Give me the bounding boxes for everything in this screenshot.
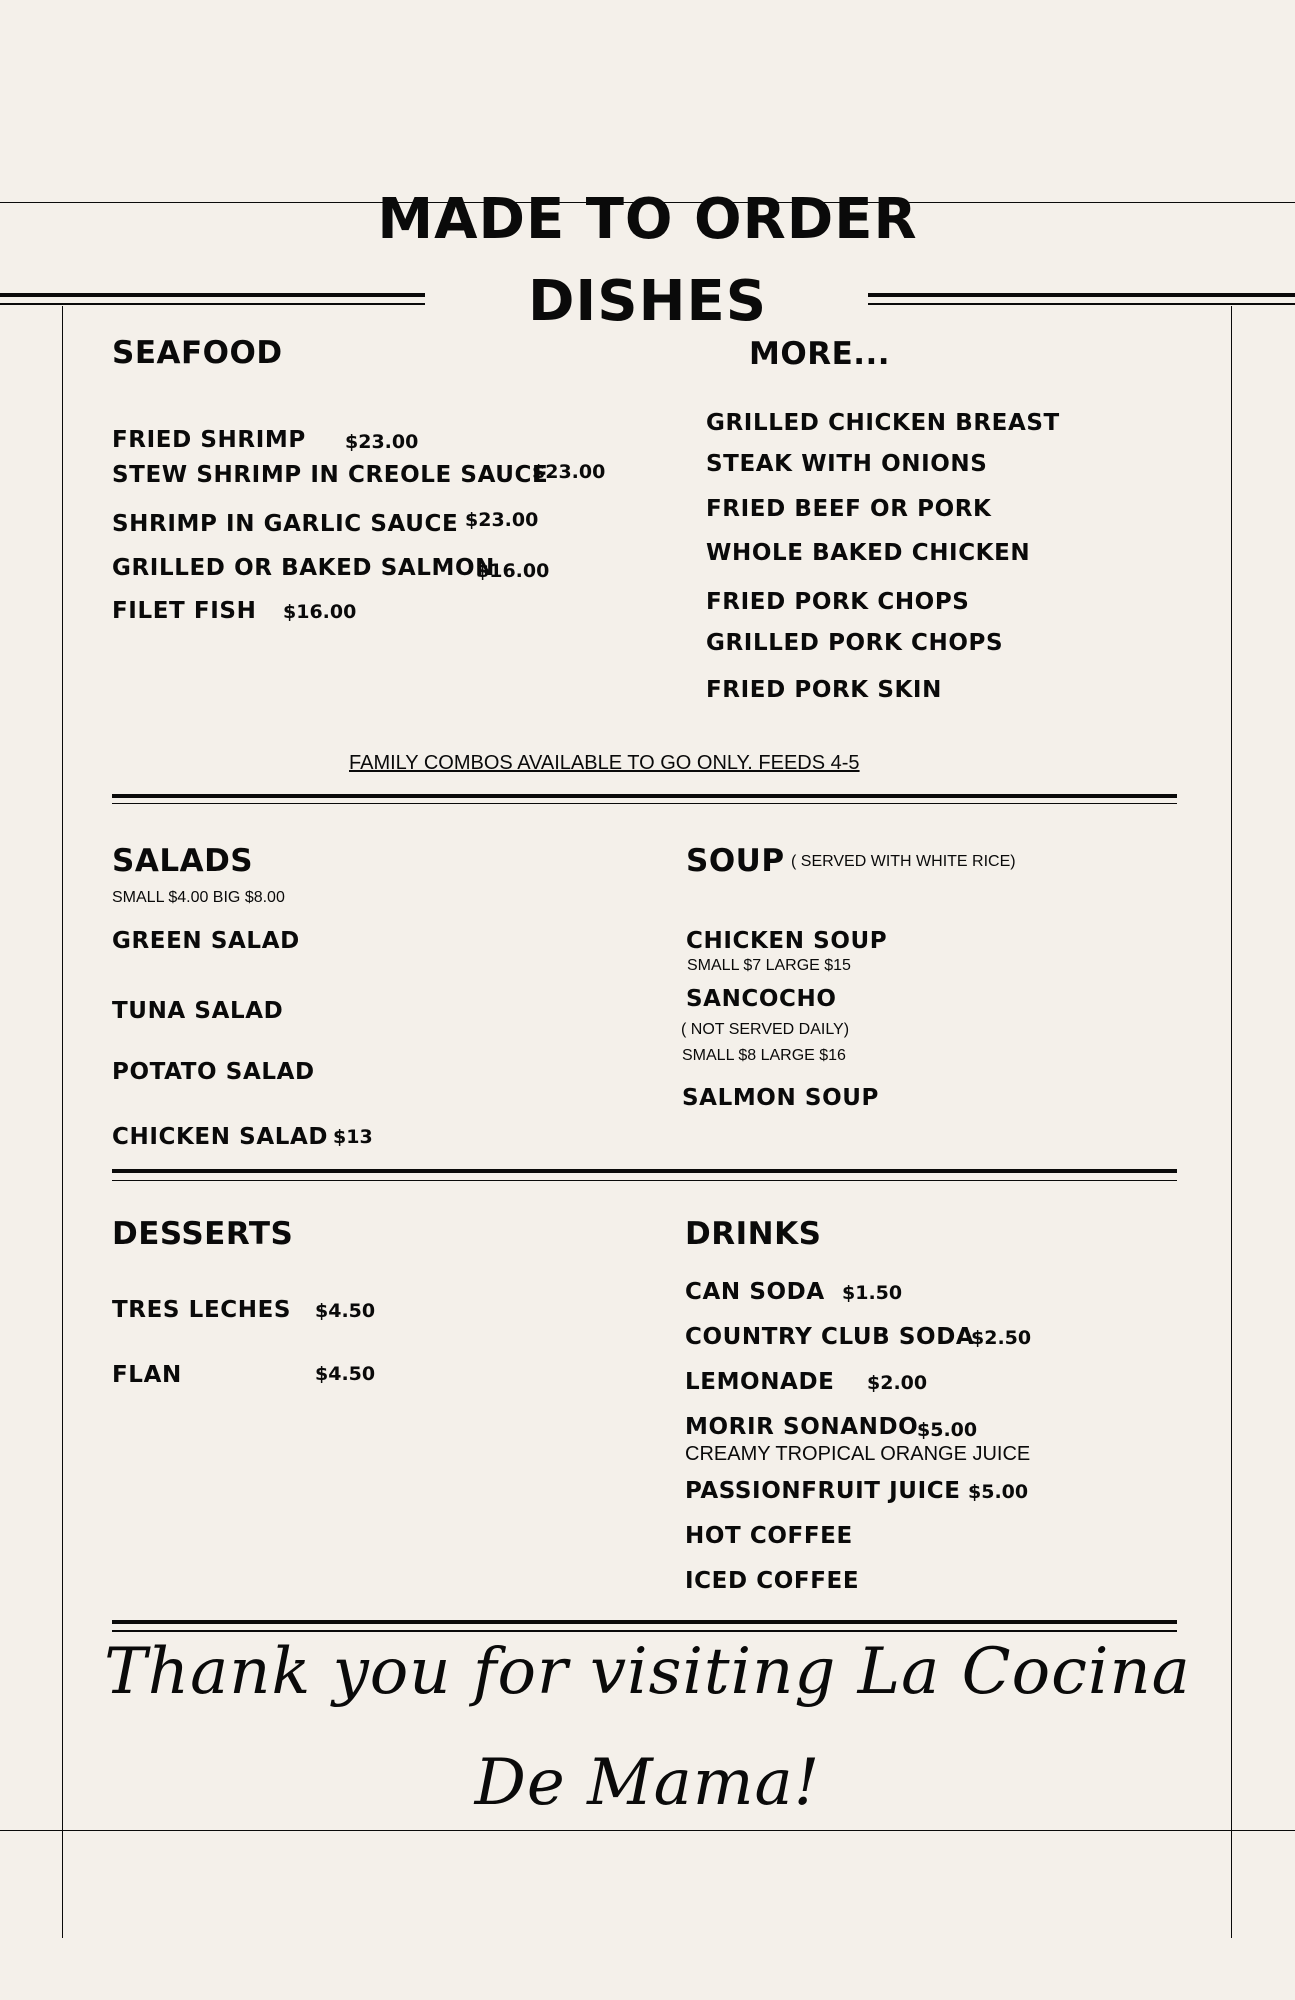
seafood-item-name: FILET FISH — [112, 598, 257, 624]
drink-item-price: $5.00 — [968, 1481, 1029, 1503]
more-item: WHOLE BAKED CHICKEN — [706, 540, 1031, 566]
seafood-item-name: STEW SHRIMP IN CREOLE SAUCE — [112, 462, 549, 488]
section-divider-thin — [112, 1630, 1177, 1632]
more-item: FRIED PORK CHOPS — [706, 589, 970, 615]
drink-item-name: HOT COFFEE — [685, 1523, 853, 1549]
salads-sizes: SMALL $4.00 BIG $8.00 — [112, 889, 285, 906]
drink-item-name: CAN SODA — [685, 1279, 825, 1305]
section-divider — [112, 1620, 1177, 1624]
desserts-heading: DESSERTS — [112, 1216, 294, 1252]
thank-you-line-2: De Mama! — [474, 1746, 821, 1820]
drink-item-name: ICED COFFEE — [685, 1568, 860, 1594]
salad-item-name: POTATO SALAD — [112, 1059, 315, 1085]
dessert-item-price: $4.50 — [315, 1300, 376, 1322]
seafood-item-price: $16.00 — [283, 601, 357, 623]
seafood-heading: SEAFOOD — [112, 335, 283, 371]
seafood-item-name: SHRIMP IN GARLIC SAUCE — [112, 511, 459, 537]
seafood-item-price: $23.00 — [345, 431, 419, 453]
soup-served-note: ( SERVED WITH WHITE RICE) — [791, 853, 1016, 870]
more-item: GRILLED PORK CHOPS — [706, 630, 1004, 656]
more-item: STEAK WITH ONIONS — [706, 451, 988, 477]
salad-item-name: TUNA SALAD — [112, 998, 284, 1024]
soup-item-note: ( NOT SERVED DAILY) — [681, 1021, 850, 1038]
drink-item-desc: CREAMY TROPICAL ORANGE JUICE — [685, 1443, 1031, 1465]
drink-item-name: MORIR SONANDO — [685, 1414, 919, 1440]
seafood-item-price: $23.00 — [465, 509, 539, 531]
drink-item-price: $2.50 — [971, 1327, 1032, 1349]
section-divider-thin — [112, 803, 1177, 804]
family-combos-note: FAMILY COMBOS AVAILABLE TO GO ONLY. FEEDS 4-5 — [349, 752, 860, 774]
section-divider — [112, 794, 1177, 798]
soup-item-name: SANCOCHO — [686, 986, 837, 1012]
bottom-rule — [0, 1830, 1295, 1831]
soup-item-name: SALMON SOUP — [682, 1085, 879, 1111]
seafood-item-price: $23.00 — [532, 461, 606, 483]
salad-item-price: $13 — [333, 1126, 373, 1148]
title-line-2: DISHES — [527, 269, 768, 334]
soup-item-sizes: SMALL $8 LARGE $16 — [682, 1047, 846, 1064]
dessert-item-name: TRES LECHES — [112, 1297, 292, 1323]
drink-item-name: LEMONADE — [685, 1369, 835, 1395]
dessert-item-price: $4.50 — [315, 1363, 376, 1385]
section-divider-thin — [112, 1180, 1177, 1181]
section-divider — [112, 1169, 1177, 1173]
dessert-item-name: FLAN — [112, 1362, 182, 1388]
seafood-item-name: GRILLED OR BAKED SALMON — [112, 555, 496, 581]
seafood-item-price: $16.00 — [476, 560, 550, 582]
drink-item-name: PASSIONFRUIT JUICE — [685, 1478, 961, 1504]
salads-heading: SALADS — [112, 843, 254, 879]
drinks-heading: DRINKS — [685, 1216, 822, 1252]
drink-item-price: $1.50 — [842, 1282, 903, 1304]
soup-item-name: CHICKEN SOUP — [686, 928, 888, 954]
drink-item-name: COUNTRY CLUB SODA — [685, 1324, 975, 1350]
soup-item-sizes: SMALL $7 LARGE $15 — [687, 957, 851, 974]
drink-item-price: $5.00 — [917, 1419, 978, 1441]
more-item: GRILLED CHICKEN BREAST — [706, 410, 1060, 436]
more-item: FRIED PORK SKIN — [706, 677, 942, 703]
thank-you-line-1: Thank you for visiting La Cocina — [104, 1635, 1191, 1709]
more-item: FRIED BEEF OR PORK — [706, 496, 992, 522]
soup-heading: SOUP — [686, 843, 785, 879]
seafood-item-name: FRIED SHRIMP — [112, 427, 306, 453]
salad-item-name: GREEN SALAD — [112, 928, 300, 954]
drink-item-price: $2.00 — [867, 1372, 928, 1394]
title-line-1: MADE TO ORDER — [377, 187, 918, 252]
salad-item-name: CHICKEN SALAD — [112, 1124, 329, 1150]
more-heading: MORE... — [749, 336, 891, 372]
